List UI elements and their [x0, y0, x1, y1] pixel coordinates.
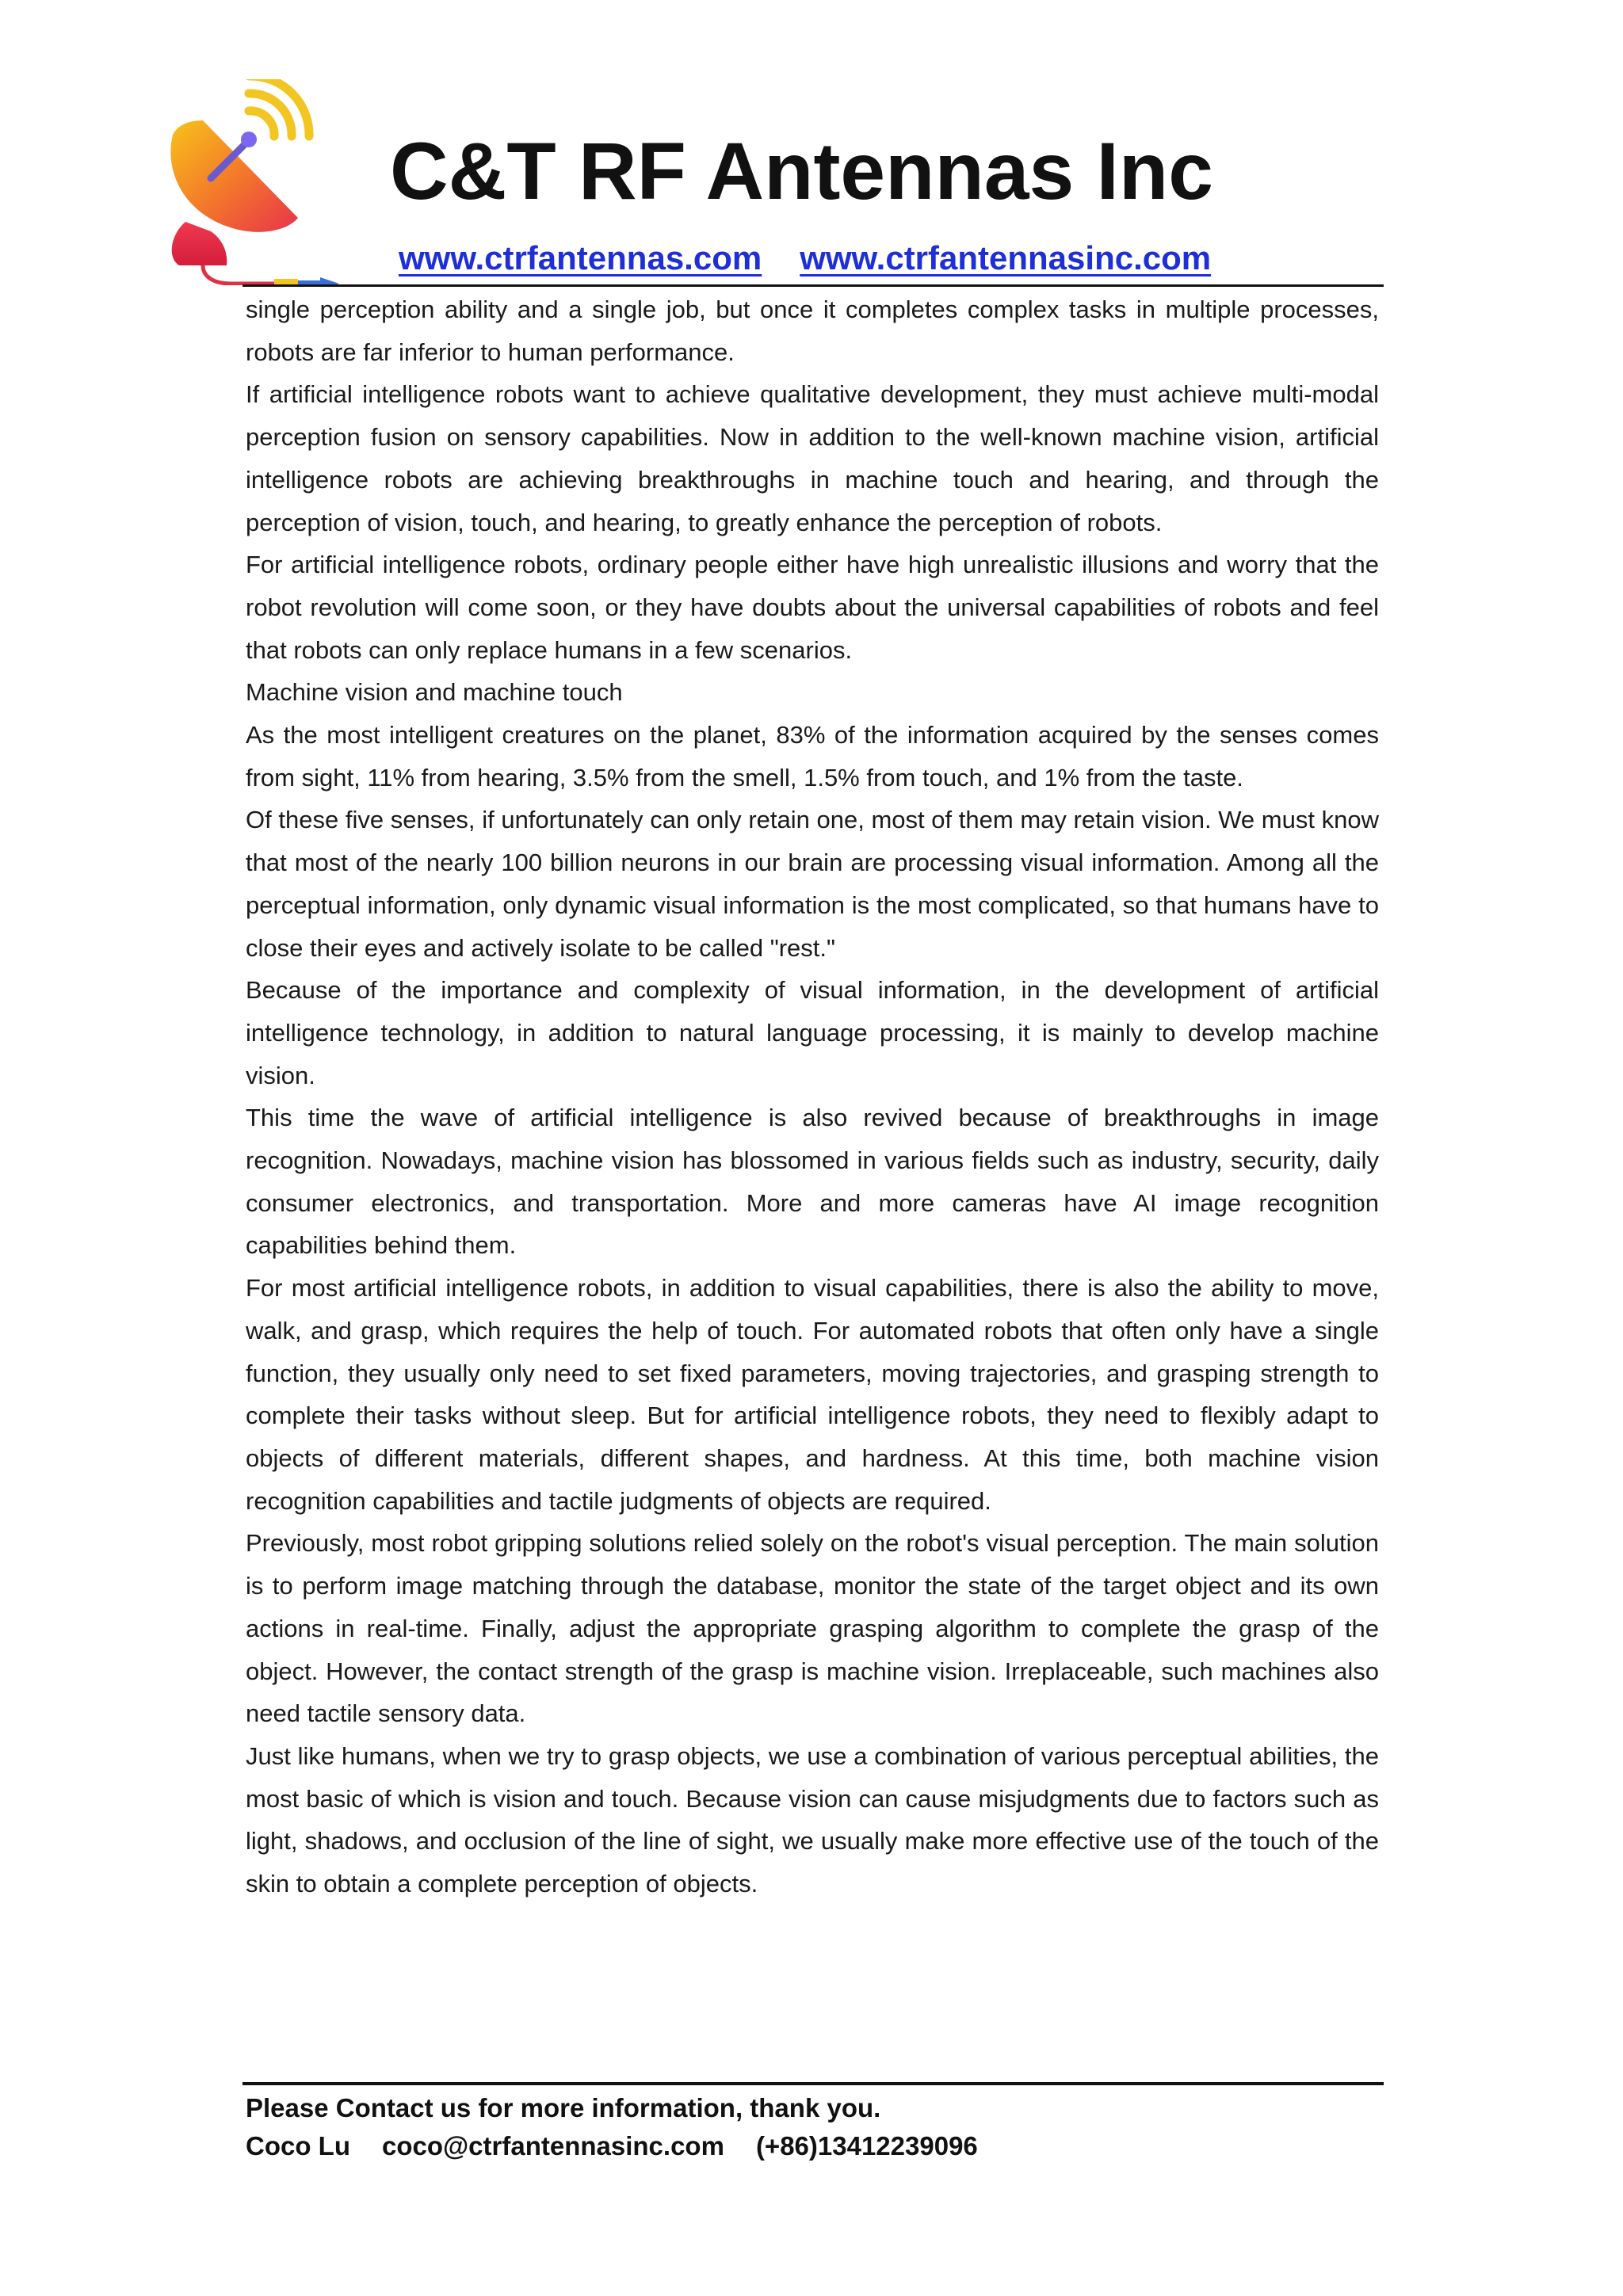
contact-line: [246, 2127, 978, 2165]
website-link-primary[interactable]: www.ctrfantennas.com: [399, 239, 762, 277]
contact-phone: (+86)13412239096: [755, 2131, 978, 2161]
paragraph: single perception ability and a single job, but once it completes complex tasks in multiple processes, robots are far inferior to human performance.: [246, 296, 1379, 366]
website-link-secondary[interactable]: www.ctrfantennasinc.com: [800, 239, 1212, 277]
contact-name: Coco Lu: [246, 2131, 350, 2161]
article-body: [246, 288, 1379, 1905]
header-divider: [242, 284, 1384, 287]
footer-divider: [242, 2082, 1384, 2085]
footer: [246, 2089, 978, 2165]
section-heading: Machine vision and machine touch: [246, 678, 623, 707]
paragraph: This time the wave of artificial intelligence is also revived because of breakthroughs in image recognition. Nowadays, machine vision has blossomed in various fields such as industry, security, daily consumer electronics, and transportation. More and more cameras have AI image recognition capabilities behind them.: [246, 1104, 1379, 1260]
satellite-dish-icon: [155, 79, 346, 285]
paragraph: For most artificial intelligence robots, in addition to visual capabilities, there is also the ability to move, walk, and grasp, which requires the help of touch. For automated robots that often only have a single function, they usually only need to set fixed parameters, moving trajectories, and grasping strength to complete their tasks without sleep. But for artificial intelligence robots, they need to flexibly adapt to objects of different materials, different shapes, and hardness. At this time, both machine vision recognition capabilities and tactile judgments of objects are required.: [246, 1274, 1379, 1515]
paragraph: Because of the importance and complexity of visual information, in the development of artificial intelligence technology, in addition to natural language processing, it is mainly to develop machine vision.: [246, 976, 1379, 1089]
company-name: C&T RF Antennas Inc: [390, 126, 1213, 216]
website-links: [399, 239, 1211, 277]
paragraph: Of these five senses, if unfortunately can only retain one, most of them may retain vision. We must know that most of the nearly 100 billion neurons in our brain are processing visual information. Among all the perceptual information, only dynamic visual information is the most complicated, so that humans have to close their eyes and actively isolate to be called "rest.": [246, 806, 1379, 962]
contact-prompt: Please Contact us for more information, thank you.: [246, 2093, 881, 2122]
paragraph: Just like humans, when we try to grasp objects, we use a combination of various perceptual abilities, the most basic of which is vision and touch. Because vision can cause misjudgments due to factors such as light, shadows, and occlusion of the line of sight, we usually make more effective use of the touch of the skin to obtain a complete perception of objects.: [246, 1741, 1379, 1898]
paragraph: Previously, most robot gripping solutions relied solely on the robot's visual perception. The main solution is to perform image matching through the database, monitor the state of the target object and its own actions in real-time. Finally, adjust the appropriate grasping algorithm to complete the grasp of the object. However, the contact strength of the grasp is machine vision. Irreplaceable, such machines also need tactile sensory data.: [246, 1529, 1379, 1728]
paragraph: For artificial intelligence robots, ordinary people either have high unrealistic illusions and worry that the robot revolution will come soon, or they have doubts about the universal capabilities of robots and feel that robots can only replace humans in a few scenarios.: [246, 551, 1379, 664]
paragraph: If artificial intelligence robots want to achieve qualitative development, they must achieve multi-modal perception fusion on sensory capabilities. Now in addition to the well-known machine vision, artificial intelligence robots are achieving breakthroughs in machine touch and hearing, and through the perception of vision, touch, and hearing, to greatly enhance the perception of robots.: [246, 380, 1379, 536]
paragraph: As the most intelligent creatures on the planet, 83% of the information acquired by the senses comes from sight, 11% from hearing, 3.5% from the smell, 1.5% from touch, and 1% from the taste.: [246, 721, 1379, 791]
contact-email[interactable]: coco@ctrfantennasinc.com: [381, 2131, 724, 2161]
